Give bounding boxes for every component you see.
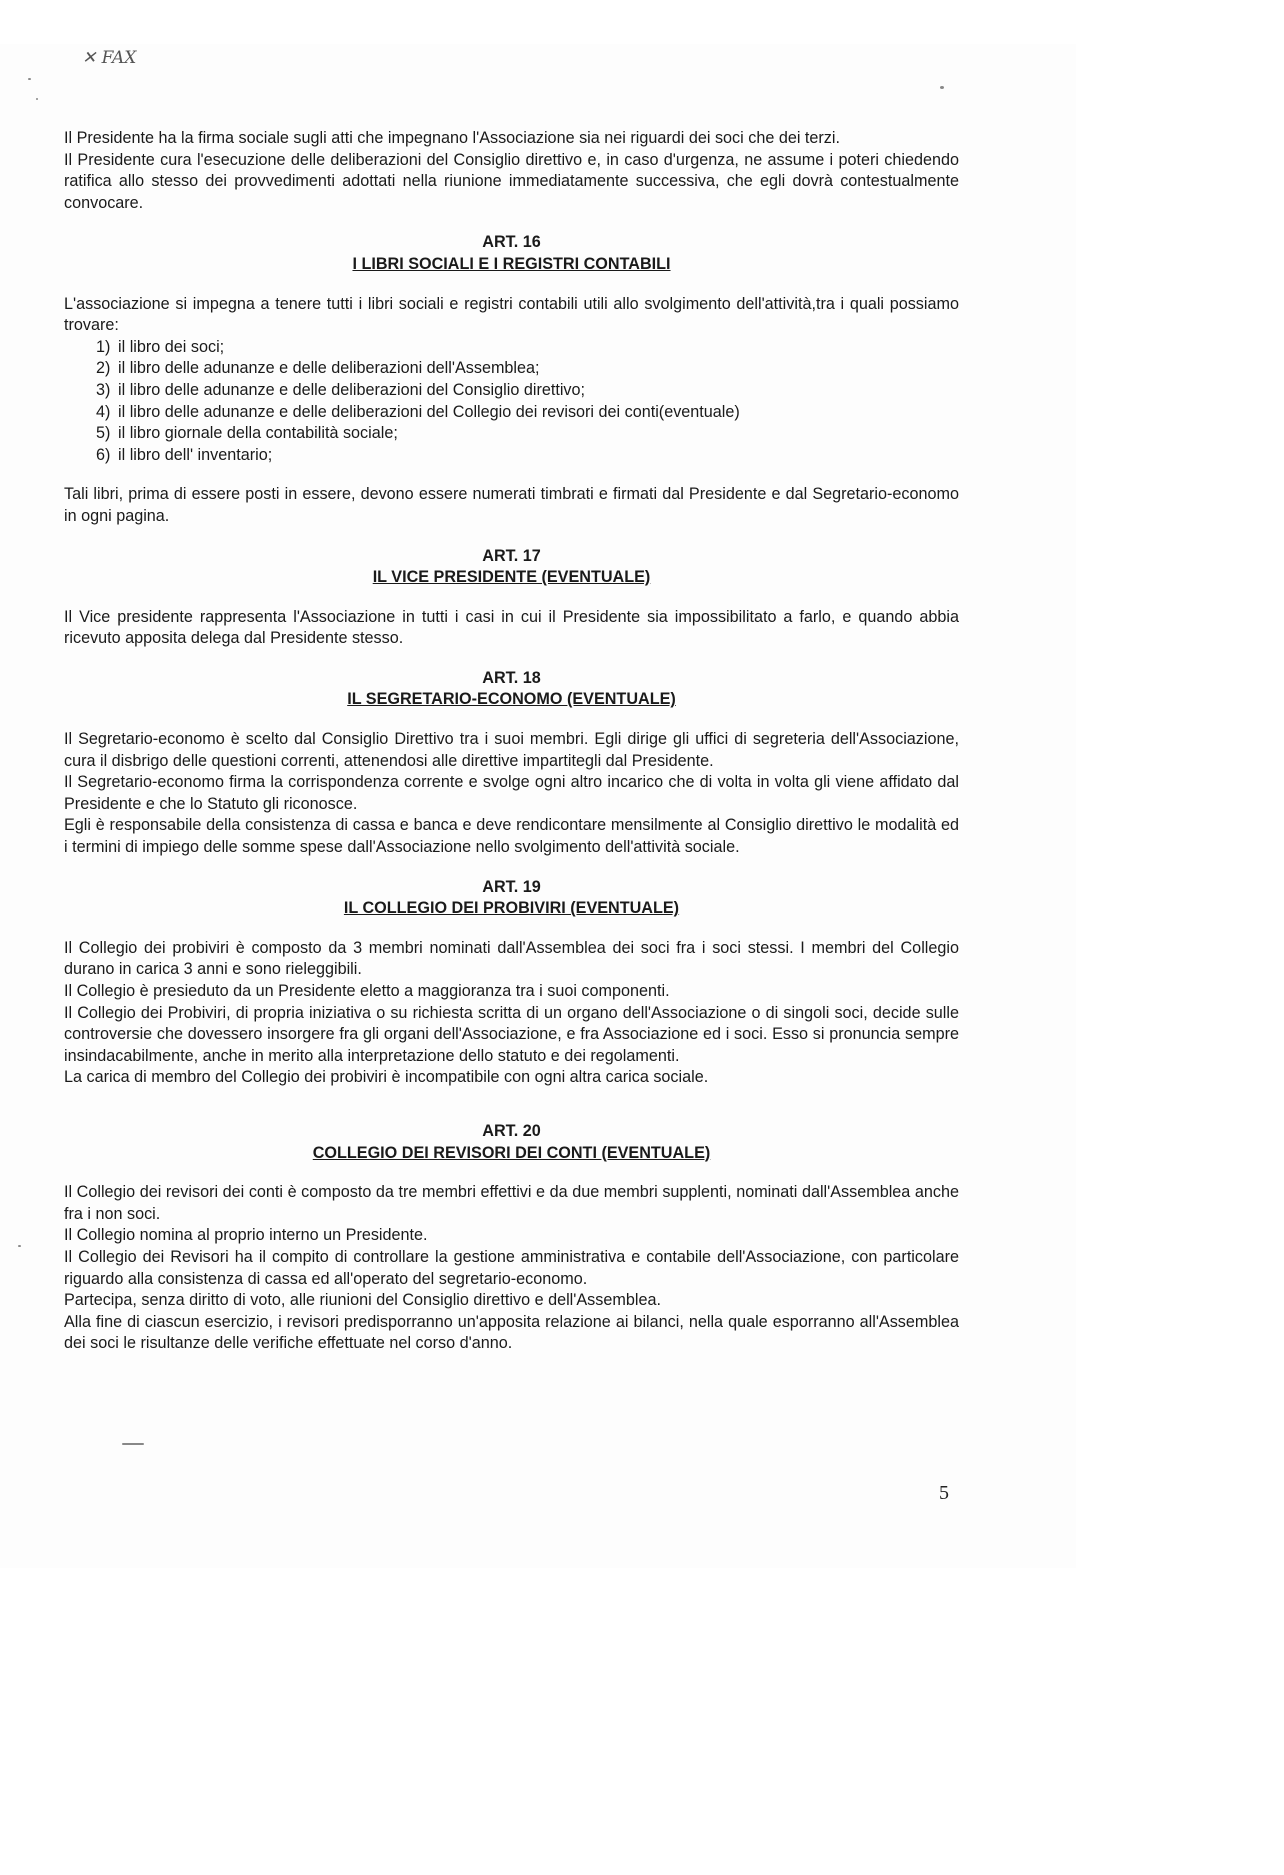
article-number: ART. 16 — [482, 233, 541, 252]
article-paragraph: Partecipa, senza diritto di voto, alle riunioni del Consiglio direttivo e dell'Assemblea. — [64, 1291, 661, 1310]
scan-speck — [18, 1245, 21, 1247]
article-paragraph: Il Vice presidente rappresenta l'Associazione in tutti i casi in cui il Presidente sia impossibilitato a farlo, e quando abbia ricevuto apposita delega dal Presidente stesso. — [64, 607, 959, 648]
article-paragraph: Il Collegio dei Probiviri, di propria iniziativa o su richiesta scritta di un organo dell'Associazione o di singoli soci, decide sulle controversie che dovessero insorgere fra gli organi dell'Associazione, e fra Associazione ed i soci. Esso si pronuncia sempre insindacabilmente, anche in merito alla interpretazione dello statuto e dei regolamenti. — [64, 1003, 959, 1065]
article-number: ART. 18 — [482, 668, 541, 687]
list-item: 6) il libro dell' inventario; — [96, 445, 273, 464]
article-paragraph: Il Segretario-economo è scelto dal Consiglio Direttivo tra i suoi membri. Egli dirige gli uffici di segreteria dell'Associazione, cura il disbrigo delle questioni correnti, attenendosi alle direttive impartitegli dal Presidente. — [64, 730, 959, 770]
article-20 — [64, 1121, 959, 1355]
article-paragraph: Il Collegio è presieduto da un Presidente eletto a maggioranza tra i suoi componenti. — [64, 982, 670, 1000]
article-title: I LIBRI SOCIALI E I REGISTRI CONTABILI — [352, 254, 671, 273]
scan-speck — [940, 86, 944, 89]
handwritten-fax-note: ✕ FAX — [82, 48, 137, 68]
article-paragraph: Alla fine di ciascun esercizio, i revisori predisporranno un'apposita relazione ai bilanci, nella quale esporranno all'Assemblea dei soci le risultanze delle verifiche effettuate nel corso d'anno. — [64, 1312, 959, 1353]
article-title: COLLEGIO DEI REVISORI DEI CONTI (EVENTUALE) — [312, 1143, 711, 1162]
article-title: IL VICE PRESIDENTE (EVENTUALE) — [372, 568, 651, 587]
list-item: 5) il libro giornale della contabilità sociale; — [96, 424, 398, 443]
page-number: 5 — [939, 1482, 949, 1504]
article-number: ART. 17 — [482, 546, 541, 565]
scan-speck — [28, 78, 31, 80]
article-lead: L'associazione si impegna a tenere tutti i libri sociali e registri contabili utili allo svolgimento dell'attività,tra i quali possiamo trovare: — [64, 294, 959, 335]
article-paragraph: Il Collegio dei Revisori ha il compito di controllare la gestione amministrativa e contabile dell'Associazione, con particolare riguardo alla consistenza di cassa ed all'operato del segretario-economo. — [64, 1247, 959, 1288]
article-title: IL SEGRETARIO-ECONOMO (EVENTUALE) — [347, 690, 676, 709]
article-closing: Tali libri, prima di essere posti in essere, devono essere numerati timbrati e firmati dal Presidente e dal Segretario-economo in ogni pagina. — [64, 485, 959, 525]
article-paragraph: Il Collegio nomina al proprio interno un Presidente. — [64, 1226, 428, 1245]
article-paragraph: Il Collegio dei probiviri è composto da 3 membri nominati dall'Assemblea dei soci fra i soci stessi. I membri del Collegio durano in carica 3 anni e sono rieleggibili. — [64, 938, 959, 979]
intro-paragraph: Il Presidente cura l'esecuzione delle deliberazioni del Consiglio direttivo e, in caso d'urgenza, ne assume i poteri chiedendo ratifica allo stesso dei provvedimenti adottati nella riunione immediatamente successiva, che egli dovrà contestualmente convocare. — [64, 150, 959, 212]
article-paragraph: Il Segretario-economo firma la corrispondenza corrente e svolge ogni altro incarico che di volta in volta gli viene affidato dal Presidente e che lo Statuto gli riconosce. — [64, 773, 959, 813]
list-item: 3) il libro delle adunanze e delle deliberazioni del Consiglio direttivo; — [96, 380, 586, 399]
article-paragraph: Egli è responsabile della consistenza di cassa e banca e deve rendicontare mensilmente al Consiglio direttivo le modalità ed i termini di impiego delle somme spese dall'Associazione nello svolgimento dell'attività sociale. — [64, 816, 959, 857]
article-paragraph: Il Collegio dei revisori dei conti è composto da tre membri effettivi e da due membri supplenti, nominati dall'Assemblea anche fra i non soci. — [64, 1183, 959, 1223]
scan-top-margin — [0, 0, 1076, 44]
books-list — [64, 337, 959, 467]
article-16 — [64, 232, 959, 527]
list-item: 1) il libro dei soci; — [96, 337, 225, 356]
list-item: 4) il libro delle adunanze e delle deliberazioni del Collegio dei revisori dei conti(eventuale) — [96, 402, 740, 421]
document-body — [64, 128, 959, 1355]
article-title: IL COLLEGIO DEI PROBIVIRI (EVENTUALE) — [343, 899, 680, 918]
intro-section — [64, 128, 959, 214]
intro-paragraph: Il Presidente ha la firma sociale sugli atti che impegnano l'Associazione sia nei riguardi dei soci che dei terzi. — [64, 129, 840, 147]
article-18 — [64, 668, 959, 859]
article-paragraph: La carica di membro del Collegio dei probiviri è incompatibile con ogni altra carica sociale. — [64, 1068, 709, 1087]
scan-speck — [122, 1443, 144, 1445]
scan-speck — [36, 98, 38, 100]
article-number: ART. 19 — [482, 877, 541, 896]
article-19 — [64, 877, 959, 1089]
article-17 — [64, 546, 959, 650]
list-item: 2) il libro delle adunanze e delle deliberazioni dell'Assemblea; — [96, 359, 540, 378]
article-number: ART. 20 — [482, 1121, 541, 1140]
